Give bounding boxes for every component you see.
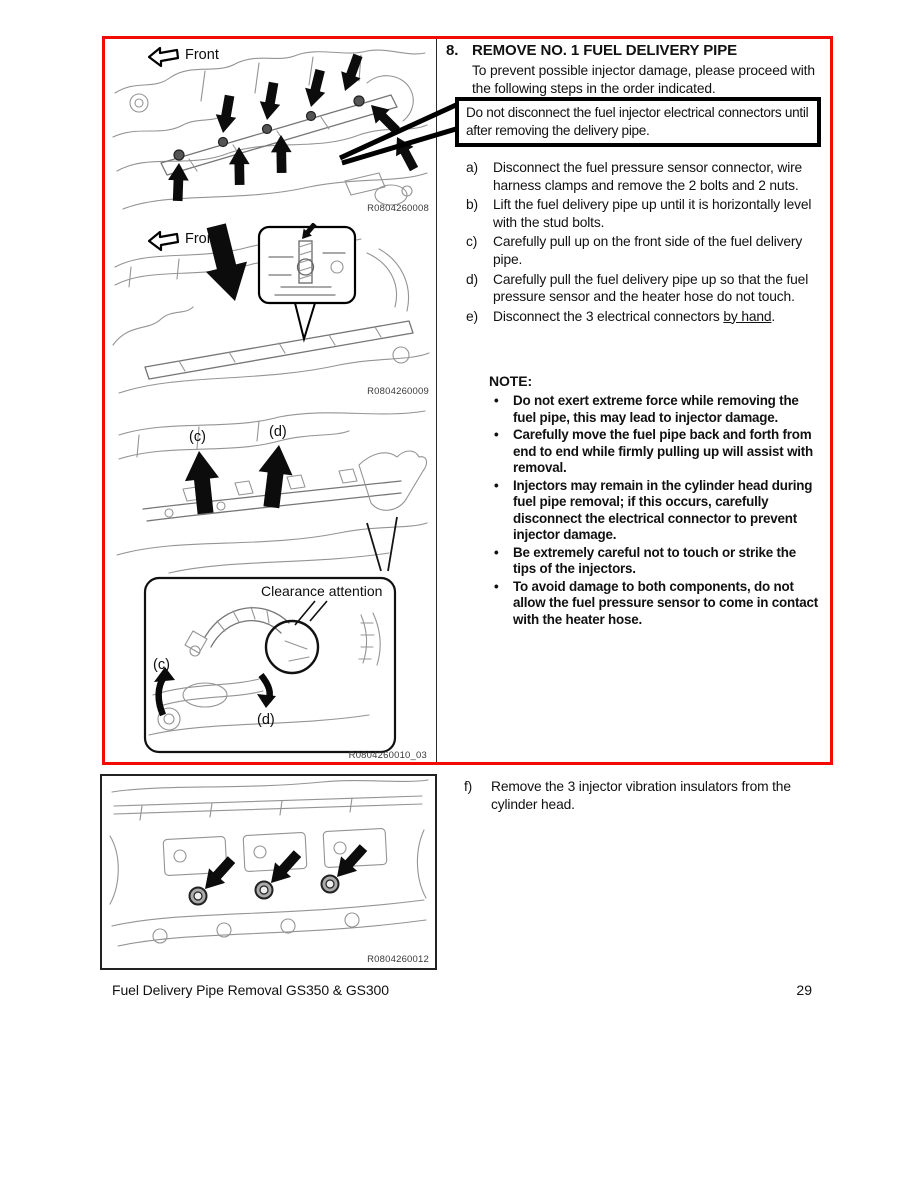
substep-row	[466, 196, 826, 231]
underlined-phrase: by hand	[723, 308, 772, 324]
figure-pull-up	[109, 405, 433, 575]
substep-label: e)	[466, 308, 478, 324]
figure-vibration-insulators	[100, 774, 437, 970]
angled-arrow-icon	[364, 98, 423, 174]
up-arrow-icon	[167, 135, 292, 201]
step8-heading-block	[446, 42, 828, 97]
clearance-caption: Clearance attention	[261, 583, 383, 599]
figure-clearance-attention	[109, 575, 433, 761]
callout-leader-lines	[367, 517, 397, 571]
engine-line-art-5	[102, 776, 435, 968]
front-direction-arrow-icon	[147, 229, 181, 253]
substep-row	[466, 271, 826, 306]
figure-id: R0804260009	[367, 386, 429, 397]
label-c: (c)	[189, 429, 206, 445]
substep-label: c)	[466, 234, 478, 250]
page-number: 29	[796, 982, 812, 998]
down-left-arrow-icon	[197, 840, 372, 896]
rail-bolt-icon	[219, 138, 228, 147]
rail-bolt-icon	[263, 125, 272, 134]
stud-bolt-inset	[259, 223, 355, 303]
big-up-arrow-icon	[182, 449, 223, 515]
figure-id: R0804260008	[367, 203, 429, 214]
substep-text: Carefully pull the fuel delivery pipe up so that the fuel pressure sensor and the heater hose do not touch.	[493, 271, 809, 305]
step8-red-frame	[102, 36, 833, 765]
note-bullet: • Be extremely careful not to touch or strike the tips of the injectors.	[489, 545, 821, 578]
inset-pointer-icon	[295, 303, 315, 339]
step-number: 8.	[446, 42, 459, 59]
front-label: Front	[185, 231, 219, 247]
rail-bolt-icon	[174, 150, 184, 160]
figure-lift-pipe	[109, 223, 433, 403]
substep-text: Carefully pull up on the front side of the fuel delivery pipe.	[493, 234, 803, 267]
front-direction-arrow-icon	[147, 45, 181, 69]
substep-text: Remove the 3 injector vibration insulators from the cylinder head.	[491, 779, 791, 812]
substep-label: f)	[464, 779, 473, 794]
substep-label: d)	[466, 271, 478, 287]
footer-title: Fuel Delivery Pipe Removal GS350 & GS300	[112, 982, 389, 998]
label-d: (d)	[257, 712, 275, 728]
substep-text: Lift the fuel delivery pipe up until it is horizontally level with the stud bolts.	[493, 197, 812, 230]
substep-row	[466, 159, 826, 194]
substep-text: Disconnect the 3 electrical connectors by hand.	[493, 308, 776, 324]
front-label: Front	[185, 47, 219, 63]
note-bullet: • Carefully move the fuel pipe back and forth from end to end while firmly pulling up will assist with removal.	[489, 427, 821, 477]
column-divider	[436, 39, 437, 762]
step-title: REMOVE NO. 1 FUEL DELIVERY PIPE	[472, 42, 738, 59]
note-bullet: • To avoid damage to both components, do not allow the fuel pressure sensor to come in contact with the heater hose.	[489, 579, 821, 629]
substep-text: Disconnect the fuel pressure sensor connector, wire harness clamps and remove the 2 bolts and 2 nuts.	[493, 160, 803, 193]
figure-fuel-rail-bolts	[109, 41, 433, 221]
label-d: (d)	[269, 424, 287, 440]
label-c: (c)	[153, 657, 170, 673]
warning-callout: Do not disconnect the fuel injector electrical connectors until after removing the delivery pipe.	[455, 97, 821, 147]
note-heading: NOTE:	[489, 373, 533, 389]
substep-f-row	[464, 778, 826, 813]
step-intro: To prevent possible injector damage, please proceed with the following steps in the order indicated.	[472, 63, 815, 96]
substep-row	[466, 233, 826, 268]
note-bullet: • Injectors may remain in the cylinder head during fuel pipe removal; if this occurs, carefully disconnect the electrical connector to prevent injector damage.	[489, 478, 821, 544]
substep-row	[466, 308, 826, 326]
substep-list	[466, 159, 826, 327]
rail-bolt-icon	[354, 96, 364, 106]
rail-bolt-icon	[307, 112, 316, 121]
substep-label: a)	[466, 160, 478, 175]
note-bullet: • Do not exert extreme force while removing the fuel pipe, this may lead to injector damage.	[489, 393, 821, 426]
figure-id: R0804260010_03	[348, 750, 427, 761]
figure-id: R0804260012	[367, 954, 429, 965]
note-block	[489, 373, 821, 629]
substep-label: b)	[466, 197, 478, 213]
